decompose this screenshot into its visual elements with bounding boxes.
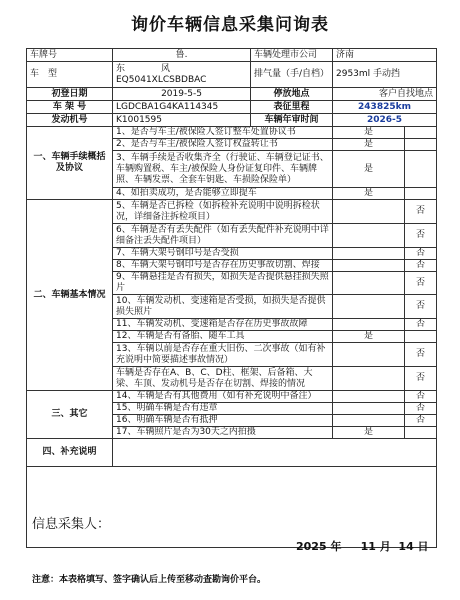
answer-no: 否 <box>405 200 437 224</box>
answer-no: 否 <box>405 272 437 295</box>
supplement-content <box>113 439 437 467</box>
displacement-value: 2953ml 手动挡 <box>333 62 437 88</box>
answer-no: 否 <box>405 367 437 391</box>
answer-yes <box>333 248 405 260</box>
question-text: 9、车辆悬挂是否有损失，如损失是否提供悬挂损失照片 <box>113 272 333 295</box>
answer-yes: 是 <box>333 127 405 139</box>
answer-yes: 是 <box>333 139 405 151</box>
answer-yes <box>333 272 405 295</box>
section-label-s3: 三、其它 <box>27 391 113 439</box>
company-label: 车辆处理市公司 <box>251 49 333 62</box>
model-label: 车 型 <box>27 62 113 88</box>
answer-no <box>405 127 437 139</box>
date-month: 11 月 <box>360 540 391 553</box>
answer-yes: 是 <box>333 331 405 343</box>
question-text: 12、车辆是否有备胎、随车工具 <box>113 331 333 343</box>
answer-yes: 是 <box>333 188 405 200</box>
section-label-s1: 一、车辆手续概括及协议 <box>27 127 113 200</box>
company-value: 济南 <box>333 49 437 62</box>
parking-label: 停放地点 <box>251 88 333 101</box>
plate-label: 车牌号 <box>27 49 113 62</box>
question-text: 17、车辆照片是否为30天之内拍摄 <box>113 427 333 439</box>
question-text: 11、车辆发动机、变速箱是否存在历史事故故障 <box>113 319 333 331</box>
supplement-row <box>27 439 437 467</box>
answer-yes: 是 <box>333 151 405 188</box>
question-text: 7、车辆大架号钢印号是否受损 <box>113 248 333 260</box>
answer-yes <box>333 224 405 248</box>
inspection-label: 车辆年审时间 <box>251 114 333 127</box>
section-label-s2: 二、车辆基本情况 <box>27 200 113 391</box>
question-row <box>27 127 437 139</box>
answer-no <box>405 139 437 151</box>
question-text: 车辆是否存在A、B、C、D柱、框架、后备箱、大梁、车顶、发动机号是否存在切割、焊接的情况 <box>113 367 333 391</box>
model-brand: 东 风 <box>116 63 171 74</box>
question-text: 1、是否与车主/被保险人签订整车处置协议书 <box>113 127 333 139</box>
plate-value: 鲁. <box>113 49 251 62</box>
answer-yes <box>333 200 405 224</box>
odometer-value: 243825km <box>333 101 437 114</box>
date-year: 2025 年 <box>296 540 342 553</box>
displacement-label: 排气量（手/自档） <box>251 62 333 88</box>
answer-yes: 是 <box>333 427 405 439</box>
answer-no: 否 <box>405 403 437 415</box>
answer-no <box>405 427 437 439</box>
inspection-value: 2026-5 <box>333 114 437 127</box>
answer-yes <box>333 295 405 319</box>
inquiry-form-table <box>26 48 437 548</box>
answer-no <box>405 151 437 188</box>
answer-no: 否 <box>405 248 437 260</box>
question-text: 13、车辆以前是否存在重大旧伤、二次事故（如有补充说明中简要描述事故情况） <box>113 343 333 367</box>
collector-label: 信息采集人： <box>32 517 111 532</box>
answer-yes <box>333 319 405 331</box>
odometer-label: 表征里程 <box>251 101 333 114</box>
question-text: 2、是否与车主/被保险人签订权益转让书 <box>113 139 333 151</box>
question-row <box>27 391 437 403</box>
answer-no: 否 <box>405 391 437 403</box>
question-text: 6、车辆是否有丢失配件（如有丢失配件补充说明中详细备注丢失配件项目） <box>113 224 333 248</box>
register-value: 2019-5-5 <box>113 88 251 101</box>
section-supplement: 四、补充说明 <box>27 439 113 467</box>
answer-yes <box>333 403 405 415</box>
question-text: 8、车辆大架号钢印号是否存在历史事故切割、焊接 <box>113 260 333 272</box>
register-label: 初登日期 <box>27 88 113 101</box>
vin-value: LGDCBA1G4KA114345 <box>113 101 251 114</box>
question-text: 16、明确车辆是否有抵押 <box>113 415 333 427</box>
answer-no: 否 <box>405 319 437 331</box>
answer-yes <box>333 415 405 427</box>
answer-no <box>405 188 437 200</box>
answer-no: 否 <box>405 224 437 248</box>
question-text: 3、车辆手续是否收集齐全（行驶证、车辆登记证书、车辆购置税、车主/被保险人身份证复印件、车辆牌照、车辆发票、全套车钥匙、车损险保险单） <box>113 151 333 188</box>
answer-yes <box>333 391 405 403</box>
answer-yes <box>333 343 405 367</box>
basic-row-vin <box>27 101 437 114</box>
answer-yes <box>333 260 405 272</box>
answer-no: 否 <box>405 295 437 319</box>
answer-no <box>405 331 437 343</box>
basic-row-model <box>27 62 437 88</box>
answer-no: 否 <box>405 260 437 272</box>
engine-label: 发动机号 <box>27 114 113 127</box>
parking-value: 客户自找地点 <box>333 88 437 101</box>
answer-no: 否 <box>405 415 437 427</box>
signature-area <box>27 467 437 548</box>
date-day: 14 日 <box>398 540 429 553</box>
engine-value: K1001595 <box>113 114 251 127</box>
question-text: 5、车辆是否已拆检（如拆检补充说明中说明拆检状况，详细备注拆检项目） <box>113 200 333 224</box>
basic-row-engine <box>27 114 437 127</box>
footer-note: 注意：本表格填写、签字确认后上传至移动查勘询价平台。 <box>32 575 267 585</box>
form-title: 询价车辆信息采集问询表 <box>131 15 329 35</box>
sign-date <box>296 538 429 554</box>
basic-row-register <box>27 88 437 101</box>
question-text: 14、车辆是否有其他费用（如有补充说明中备注） <box>113 391 333 403</box>
signature-cell <box>27 467 437 548</box>
question-row <box>27 200 437 224</box>
vin-label: 车 架 号 <box>27 101 113 114</box>
question-text: 10、车辆发动机、变速箱是否受损，如损失是否提供损失照片 <box>113 295 333 319</box>
model-value <box>113 62 251 88</box>
answer-no: 否 <box>405 343 437 367</box>
question-text: 4、如拍卖成功，是否能够立即提车 <box>113 188 333 200</box>
question-text: 15、明确车辆是否有违章 <box>113 403 333 415</box>
basic-row-plate <box>27 49 437 62</box>
answer-yes <box>333 367 405 391</box>
model-code: EQ5041XLCSBDBAC <box>116 74 207 85</box>
